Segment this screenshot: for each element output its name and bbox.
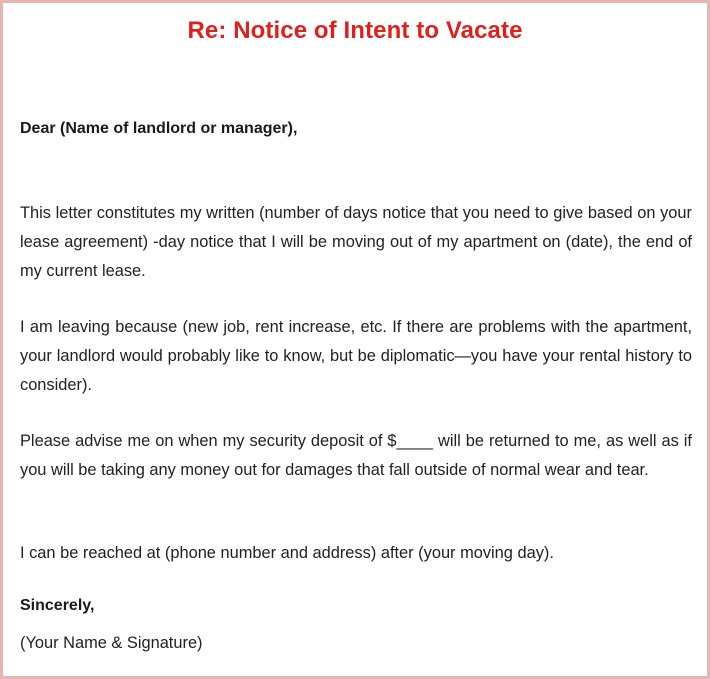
letter-paragraph-reason: I am leaving because (new job, rent increase, etc. If there are problems with the apartment, your landlord would probably like to know, but be diplomatic—you have your rental history to consider). [20,318,692,394]
letter-paragraph-intent: This letter constitutes my written (number of days notice that you need to give based on your lease agreement) -day notice that I will be moving out of my apartment on (date), the end of my current lease. [20,204,692,280]
letter-closing: Sincerely, [20,597,95,614]
letter-paragraph-deposit: Please advise me on when my security deposit of $____ will be returned to me, as well as if you will be taking any money out for damages that fall outside of normal wear and tear. [20,432,692,479]
letter-signature: (Your Name & Signature) [20,634,203,652]
letter-paragraph-contact: I can be reached at (phone number and address) after (your moving day). [20,544,554,562]
letter-salutation: Dear (Name of landlord or manager), [20,120,298,137]
letter-title: Re: Notice of Intent to Vacate [187,17,523,44]
